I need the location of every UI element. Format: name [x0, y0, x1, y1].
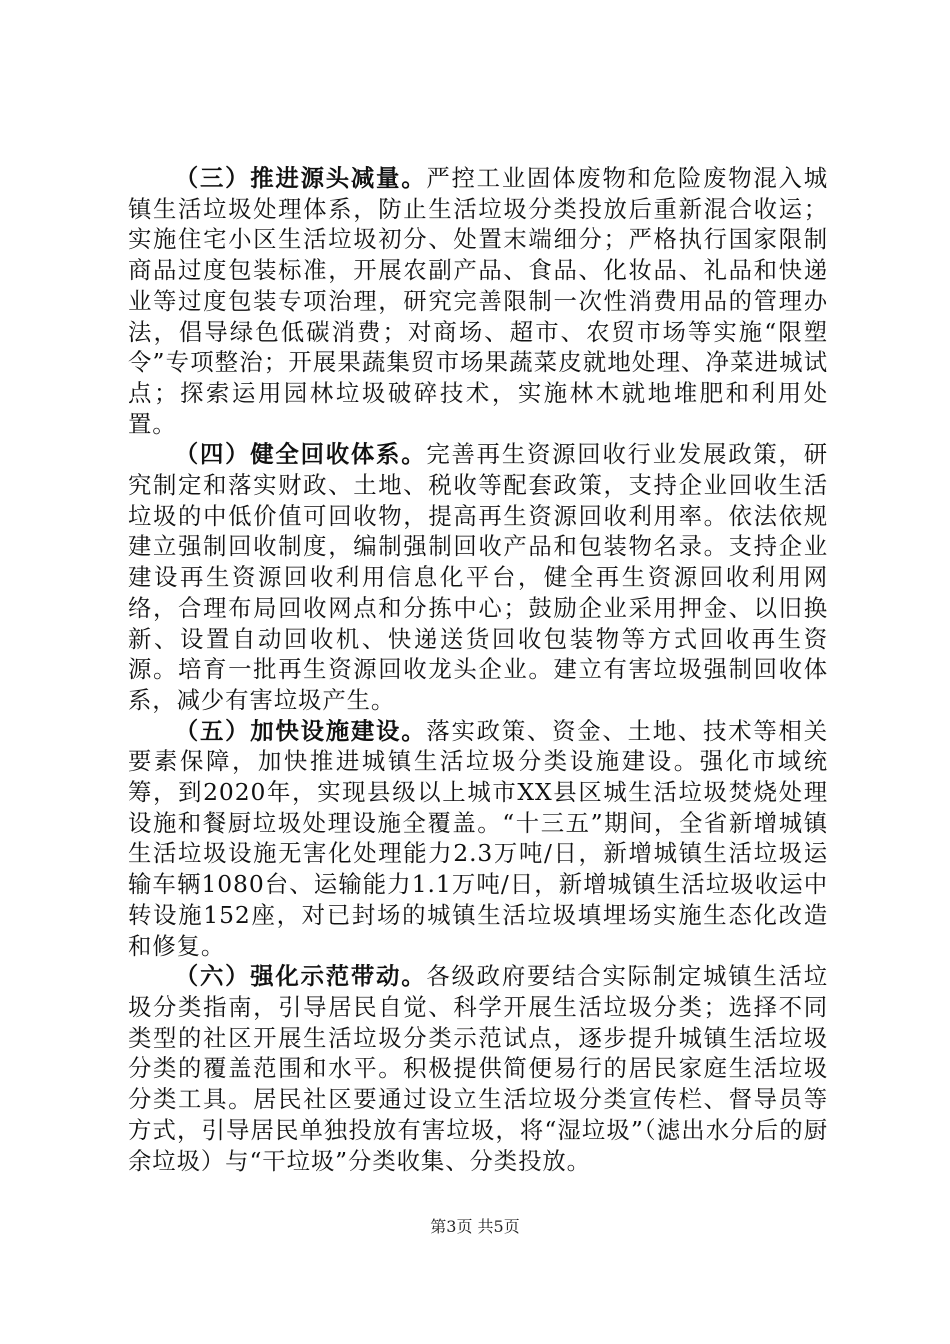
section-heading-6: （六）强化示范带动。 — [174, 962, 427, 991]
paragraph-facility-construction — [128, 716, 828, 962]
section-heading-5: （五）加快设施建设。 — [174, 716, 427, 745]
paragraph-text: 落实政策、资金、土地、技术等相关要素保障，加快推进城镇生活垃圾分类设施建设。强化市域统筹，到2020年，实现县级以上城市XX县区城生活垃圾焚烧处理设施和餐厨垃圾处理设施全覆盖。“十三五”期间，全省新增城镇生活垃圾设施无害化处理能力2.3万吨/日，新增城镇生活垃圾运输车辆1080台、运输能力1.1万吨/日，新增城镇生活垃圾收运中转设施152座，对已封场的城镇生活垃圾填埋场实施生态化改造和修复。 — [128, 716, 828, 960]
paragraph-source-reduction — [128, 163, 828, 439]
paragraph-recycling-system — [128, 439, 828, 715]
paragraph-text: 各级政府要结合实际制定城镇生活垃圾分类指南，引导居民自觉、科学开展生活垃圾分类；选择不同类型的社区开展生活垃圾分类示范试点，逐步提升城镇生活垃圾分类的覆盖范围和水平。积极提供简便易行的居民家庭生活垃圾分类工具。居民社区要通过设立生活垃圾分类宣传栏、督导员等方式，引导居民单独投放有害垃圾，将“湿垃圾”（滤出水分后的厨余垃圾）与“干垃圾”分类收集、分类投放。 — [128, 962, 828, 1175]
page-number-footer: 第3页 共5页 — [430, 1217, 520, 1236]
document-body — [128, 163, 828, 1176]
section-heading-3: （三）推进源头减量。 — [174, 164, 427, 192]
section-heading-4: （四）健全回收体系。 — [174, 440, 427, 469]
paragraph-text: 完善再生资源回收行业发展政策，研究制定和落实财政、土地、税收等配套政策，支持企业回收生活垃圾的中低价值可回收物，提高再生资源回收利用率。依法依规建立强制回收制度，编制强制回收产品和包装物名录。支持企业建设再生资源回收利用信息化平台，健全再生资源回收利用网络，合理布局回收网点和分拣中心；鼓励企业采用押金、以旧换新、设置自动回收机、快递送货回收包装物等方式回收再生资源。培育一批再生资源回收龙头企业。建立有害垃圾强制回收体系，减少有害垃圾产生。 — [128, 440, 828, 714]
paragraph-demonstration — [128, 961, 828, 1176]
paragraph-text: 严控工业固体废物和危险废物混入城镇生活垃圾处理体系，防止生活垃圾分类投放后重新混合收运；实施住宅小区生活垃圾初分、处置末端细分；严格执行国家限制商品过度包装标准，开展农副产品、食品、化妆品、礼品和快递业等过度包装专项治理，研究完善限制一次性消费用品的管理办法，倡导绿色低碳消费；对商场、超市、农贸市场等实施“限塑令”专项整治；开展果蔬集贸市场果蔬菜皮就地处理、净菜进城试点；探索运用园林垃圾破碎技术，实施林木就地堆肥和利用处置。 — [128, 164, 828, 438]
